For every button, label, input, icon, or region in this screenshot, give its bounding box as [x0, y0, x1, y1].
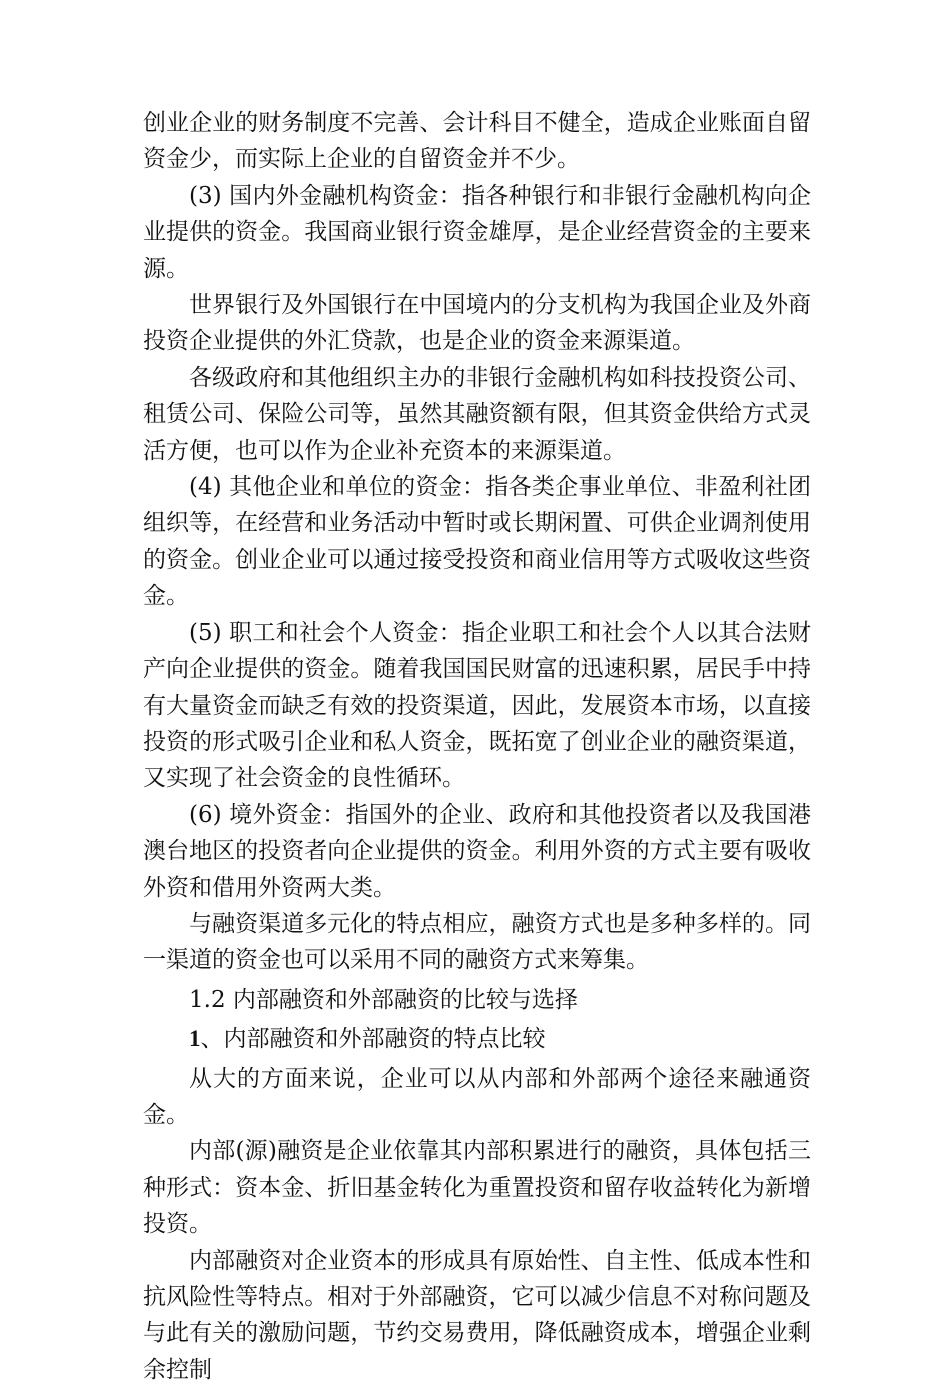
paragraph-item-3: (3) 国内外金融机构资金：指各种银行和非银行金融机构向企业提供的资金。我国商业银行资金雄厚，是企业经营资金的主要来源。: [143, 182, 811, 282]
paragraph-internal-features: 内部融资对企业资本的形成具有原始性、自主性、低成本性和抗风险性等特点。相对于外部融资，它可以减少信息不对称问题及与此有关的激励问题，节约交易费用，降低融资成本，增强企业剩余控制: [143, 1247, 811, 1383]
paragraph-nonbank-institutions: 各级政府和其他组织主办的非银行金融机构如科技投资公司、租赁公司、保险公司等，虽然其融资额有限，但其资金供给方式灵活方便，也可以作为企业补充资本的来源渠道。: [143, 364, 811, 464]
paragraph-continued: 创业企业的财务制度不完善、会计科目不健全，造成企业账面自留资金少，而实际上企业的自留资金并不少。: [143, 110, 811, 173]
paragraph-item-6: (6) 境外资金：指国外的企业、政府和其他投资者以及我国港澳台地区的投资者向企业提供的资金。利用外资的方式主要有吸收外资和借用外资两大类。: [143, 801, 811, 901]
subsection-title: 、内部融资和外部融资的特点比较: [200, 1026, 546, 1053]
subsection-heading-1: [143, 1021, 811, 1057]
paragraph-financing-methods: 与融资渠道多元化的特点相应，融资方式也是多种多样的。同一渠道的资金也可以采用不同的融资方式来筹集。: [143, 910, 811, 974]
paragraph-internal-financing: 内部(源)融资是企业依靠其内部积累进行的融资，具体包括三种形式：资本金、折旧基金转化为重置投资和留存收益转化为新增投资。: [143, 1138, 811, 1238]
paragraph-item-4: (4) 其他企业和单位的资金：指各类企事业单位、非盈利社团组织等，在经营和业务活动中暂时或长期闲置、可供企业调剂使用的资金。创业企业可以通过接受投资和商业信用等方式吸收这些资金。: [143, 474, 811, 610]
subsection-number: 1: [189, 1026, 201, 1052]
paragraph-world-bank: 世界银行及外国银行在中国境内的分支机构为我国企业及外商投资企业提供的外汇贷款，也是企业的资金来源渠道。: [143, 292, 811, 355]
document-body: [143, 105, 811, 1388]
section-heading-1-2: 1.2 内部融资和外部融资的比较与选择: [189, 986, 578, 1013]
paragraph-item-5: (5) 职工和社会个人资金：指企业职工和社会个人以其合法财产向企业提供的资金。随着我国国民财富的迅速积累，居民手中持有大量资金而缺乏有效的投资渠道，因此，发展资本市场，以直接投资的形式吸引企业和私人资金，既拓宽了创业企业的融资渠道，又实现了社会资金的良性循环。: [143, 619, 811, 792]
paragraph-two-ways: 从大的方面来说，企业可以从内部和外部两个途径来融通资金。: [143, 1065, 811, 1128]
